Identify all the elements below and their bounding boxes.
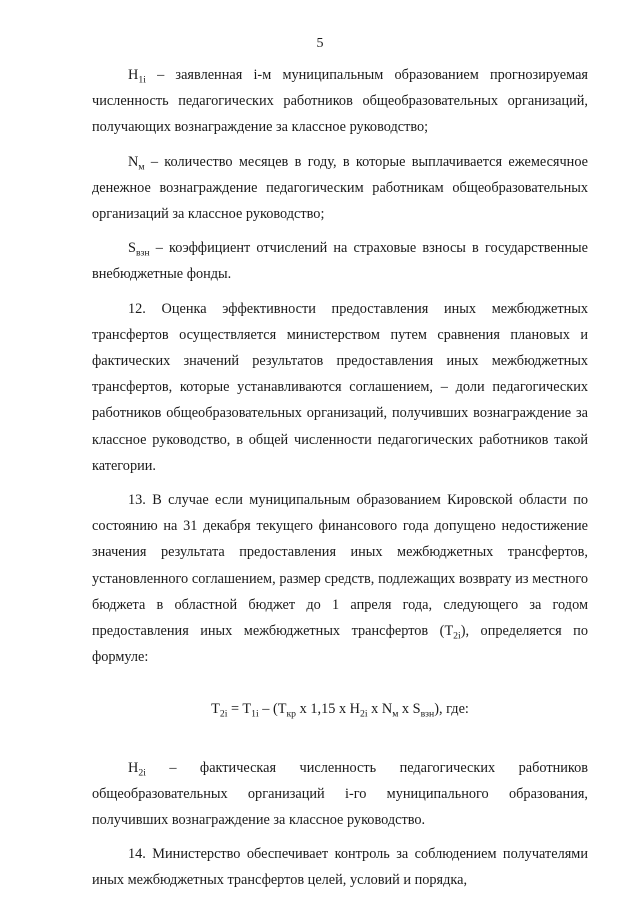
page-number: 5 xyxy=(316,36,324,51)
symbol-h: H xyxy=(128,759,139,776)
symbol-n: N xyxy=(128,153,139,170)
return-formula: $T_{2i} = T_{1i} - (T_{кр}$ x 1,15 x $H_{2i}$ x $N_м$ x $S_{взн}$), где: xyxy=(211,701,469,720)
section-14: 14. Министерство обеспечивает контроль за соблюдением получателями иных межбюджетных трансфертов целей, условий и порядка, xyxy=(92,846,588,889)
definition-text: – коэффициент отчислений на страховые взносы в государственные внебюджетные фонды. xyxy=(92,240,588,283)
symbol-sub: 2i xyxy=(138,767,146,779)
document-body xyxy=(92,62,588,894)
definition-text: – заявленная i-м муниципальным образованием прогнозируемая численность педагогических работников общеобразовательных организаций, получающих вознаграждение за классное руководство; xyxy=(92,67,588,136)
symbol-s: S xyxy=(128,240,136,257)
definition-h1i xyxy=(92,62,588,141)
definition-text: – количество месяцев в году, в которые выплачивается ежемесячное денежное вознаграждение педагогическим работникам общеобразовательных организаций за классное руководство; xyxy=(92,153,588,223)
symbol-sub: взн xyxy=(135,247,150,259)
definition-text: – фактическая численность педагогических работников общеобразовательных организаций i-го муниципального образования, получивших вознаграждение за классное руководство. xyxy=(92,759,588,829)
section-12: 12. Оценка эффективности предоставления иных межбюджетных трансфертов осуществляется министерством путем сравнения плановых и фактических значений результатов предоставления иных межбюджетных трансфертов, которые устанавливаются соглашением, – доли педагогических работников общеобразовательных организаций, получивших вознаграждение за классное руководство, в общей численности педагогических работников такой категории. xyxy=(92,300,588,474)
definition-h2i xyxy=(92,755,588,834)
symbol-h: H xyxy=(128,67,139,83)
symbol-sub: 1i xyxy=(138,74,146,86)
definition-svzn xyxy=(92,235,588,287)
definition-nm xyxy=(92,149,588,228)
symbol-sub: м xyxy=(138,161,145,172)
section-13: 13. В случае если муниципальным образованием Кировской области по состоянию на 31 декабря текущего финансового года допущено недостижение значения результата предоставления иных межбюджетных трансфертов, установленного соглашением, размер средств, подлежащих возврату из местного бюджета в областной бюджет до 1 апреля года, следующего за годом предоставления иных межбюджетных трансфертов $(T_{2i})$, определяется по формуле: xyxy=(92,492,588,666)
